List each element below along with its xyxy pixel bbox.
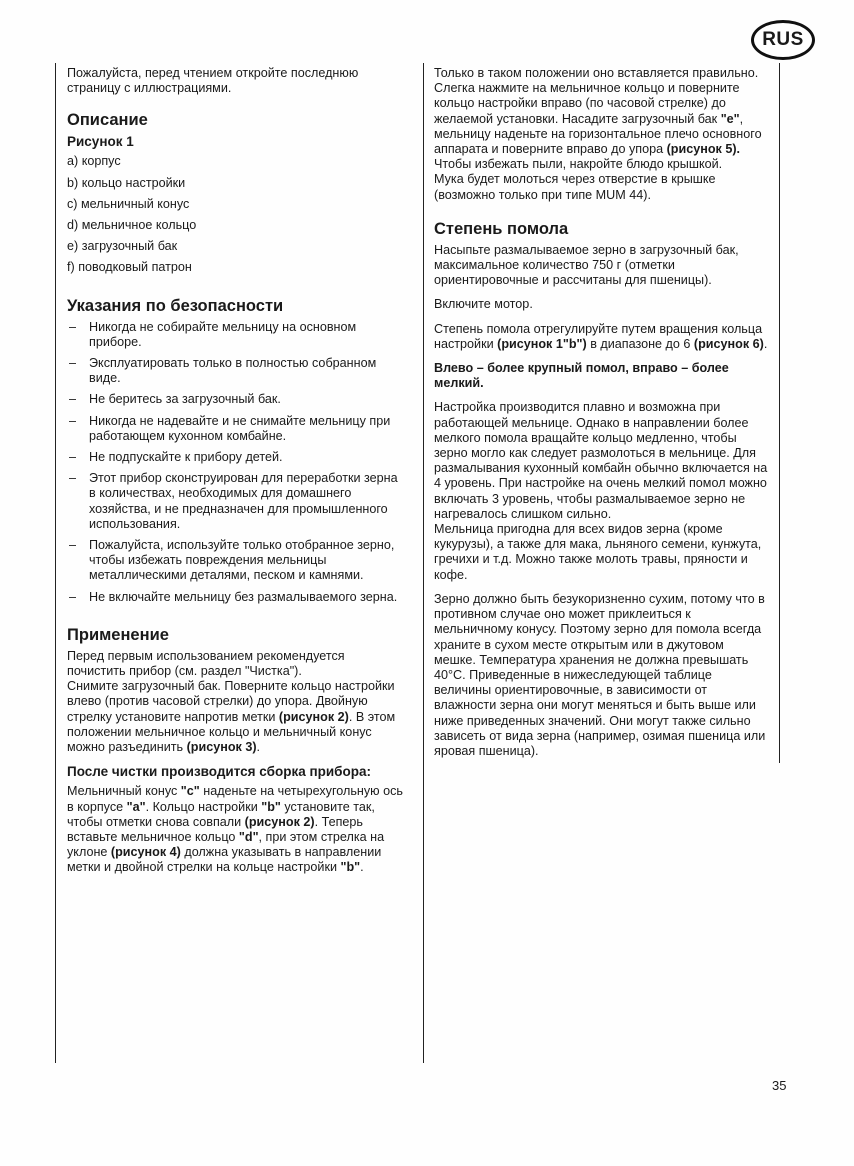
assembly-heading: После чистки производится сборка прибора: — [67, 764, 371, 780]
safety-item: – Никогда не собирайте мельницу на основном приборе. — [67, 320, 403, 350]
figure-ref: (рисунок 6) — [693, 336, 764, 351]
part-ref: "a" — [126, 799, 146, 814]
grind-paragraph-3 — [434, 322, 769, 352]
usage-heading: Применение — [67, 625, 169, 644]
usage-paragraph-2 — [67, 679, 403, 755]
safety-item: – Не беритесь за загрузочный бак. — [67, 392, 403, 407]
figure-ref: (рисунок 2) — [278, 709, 349, 724]
left-column — [67, 66, 403, 885]
assembly-text: установите так, чтобы отметки снова совпали — [67, 799, 375, 829]
safety-item: – Никогда не надевайте и не снимайте мельницу при работающем кухонном комбайне. — [67, 414, 403, 444]
continuation-text: Только в таком положении оно вставляется правильно. Слегка нажмите на мельничное кольцо и поверните кольцо настройки вправо (по часовой стрелке) до желаемой установки. Насадите загрузочный бак — [434, 66, 759, 126]
assembly-text: наденьте на четырехугольную ось в корпусе — [67, 784, 403, 814]
assembly-paragraph — [67, 784, 403, 875]
part-item: b) кольцо настройки — [67, 175, 186, 190]
part-ref: "e" — [720, 111, 740, 126]
assembly-text: Мельничный конус — [67, 784, 181, 799]
safety-item: – Не подпускайте к прибору детей. — [67, 450, 403, 465]
figure-ref: (рисунок 2) — [244, 814, 315, 829]
safety-item: – Эксплуатировать только в полностью собранном виде. — [67, 356, 403, 386]
part-item: e) загрузочный бак — [67, 239, 178, 254]
part-ref: "b" — [261, 799, 281, 814]
usage-text: Снимите загрузочный бак. Поверните кольцо настройки влево (против часовой стрелки) до упора. Двойную стрелку установите напротив метки — [67, 679, 395, 724]
figure-ref: (рисунок 4) — [110, 845, 181, 860]
grind-paragraph-2: Включите мотор. — [434, 297, 533, 312]
figure-1-heading: Рисунок 1 — [67, 134, 134, 150]
continuation-text: , мельницу наденьте на горизонтальное плечо основного аппарата и поверните вправо до упора — [434, 111, 762, 157]
usage-text: . — [256, 740, 261, 755]
grind-text: Степень помола отрегулируйте путем вращения кольца настройки — [434, 321, 763, 351]
grind-paragraph-6: Зерно должно быть безукоризненно сухим, потому что в противном случае оно может приклеиться к мельничному конусу. Поэтому зерно для помола всегда храните в сухом месте открытым или в джутовом мешке. Температура хранения не должна превышать 40°С. Приведенные в нижеследующей таблице величины ориентировочные, в зависимости от влажности зерна они могут меняться и быть выше или ниже приведенных значений. Они могут также сильно зависеть от вида зерна (например, озимая пшеница или яровая пшеница). — [434, 591, 766, 758]
safety-list — [67, 320, 403, 605]
part-item: d) мельничное кольцо — [67, 218, 197, 233]
column-divider — [423, 63, 424, 1063]
assembly-text: . Кольцо настройки — [145, 799, 262, 814]
grind-text: . — [763, 336, 768, 351]
page-number: 35 — [772, 1078, 787, 1093]
usage-paragraph-1: Перед первым использованием рекомендуется почистить прибор (см. раздел "Чистка"). — [67, 648, 345, 679]
part-item: c) мельничный конус — [67, 196, 190, 211]
safety-item: – Этот прибор сконструирован для переработки зерна в количествах, необходимых для домашнего хозяйства, и не предназначен для промышленного использования. — [67, 471, 403, 532]
assembly-text: , при этом стрелка на уклоне — [67, 829, 385, 860]
language-badge: RUS — [751, 20, 815, 60]
part-ref: "b" — [340, 860, 361, 875]
description-heading: Описание — [67, 111, 148, 130]
left-margin-rule — [55, 63, 56, 1063]
figure-ref: (рисунок 1"b") — [497, 336, 587, 351]
part-ref: "d" — [238, 829, 259, 844]
right-margin-rule — [779, 63, 780, 763]
right-column — [434, 66, 769, 768]
figure-ref: (рисунок 3) — [186, 740, 257, 755]
intro-text: Пожалуйста, перед чтением откройте последнюю страницу с иллюстрациями. — [67, 66, 359, 96]
assembly-text: . Теперь вставьте мельничное кольцо — [67, 814, 363, 844]
usage-text: . В этом положении мельничное кольцо и мельничный конус можно разъединить — [67, 709, 396, 755]
grind-paragraph-1: Насыпьте размалываемое зерно в загрузочный бак, максимальное количество 750 г (отметки ориентировочные и рассчитаны для пшеницы). — [434, 242, 739, 288]
flour-paragraph: Мука будет молоться через отверстие в крышке (возможно только при типе MUM 44). — [434, 172, 716, 202]
grind-direction-note: Влево – более крупный помол, вправо – более мелкий. — [434, 361, 729, 391]
part-item: f) поводковый патрон — [67, 260, 192, 275]
part-ref: "c" — [180, 784, 200, 799]
grind-paragraph-5: Мельница пригодна для всех видов зерна (кроме кукурузы), а также для мака, льняного семени, кунжута, гречихи и т.д. Можно также молоть травы, пряности и кофе. — [434, 522, 762, 582]
continuation-text: Чтобы избежать пыли, накройте блюдо крышкой. — [434, 157, 723, 172]
safety-heading: Указания по безопасности — [67, 296, 284, 315]
grind-heading: Степень помола — [434, 219, 569, 238]
assembly-text: . — [360, 860, 364, 875]
assembly-text: должна указывать в направлении метки и двойной стрелки на кольце настройки — [67, 845, 382, 875]
part-item: a) корпус — [67, 154, 121, 169]
grind-paragraph-4: Настройка производится плавно и возможна при работающей мельнице. Однако в направлении более мелкого помола вращайте кольцо медленно, чтобы зерно могло как следует размолоться в мельнице. Для размалывания кухонный комбайн обычно включается на 4 уровень. При настройке на очень мелкий помол можно включать 3 уровень, чтобы размалываемое зерно не нагревалось слишком сильно. — [434, 400, 768, 521]
parts-list — [67, 154, 403, 275]
safety-item: – Пожалуйста, используйте только отобранное зерно, чтобы избежать повреждения мельницы металлическими деталями, песком и камнями. — [67, 538, 403, 584]
figure-ref: (рисунок 5). — [666, 142, 741, 157]
safety-item: – Не включайте мельницу без размалываемого зерна. — [67, 590, 403, 605]
continuation-paragraph — [434, 66, 769, 172]
grind-text: в диапазоне до 6 — [586, 336, 694, 351]
